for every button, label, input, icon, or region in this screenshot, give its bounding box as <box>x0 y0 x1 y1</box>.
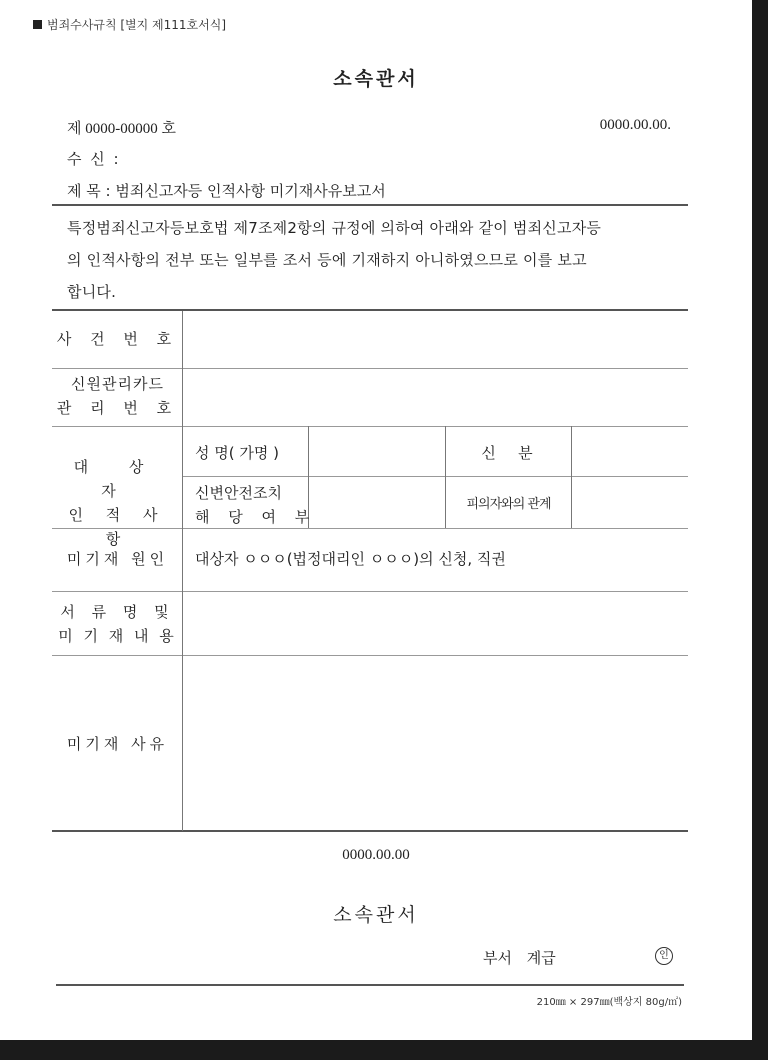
document-content-label: 서 류 명 및 미 기 재 내 용 <box>58 603 177 645</box>
table-row-divider <box>52 368 688 369</box>
table-row-divider <box>52 426 688 427</box>
footer-date: 0000.00.00 <box>342 847 410 863</box>
document-number: 제 0000-00000 호 <box>67 121 176 137</box>
table-row-divider <box>183 476 688 477</box>
body-line: 합니다. <box>67 283 117 301</box>
rule-tag-text: 범죄수사규칙 [별지 제111호서식] <box>47 18 227 32</box>
omission-cause-label: 미기재 원인 <box>66 550 169 568</box>
department-rank: 부서 계급 <box>483 949 556 967</box>
table-row-divider <box>52 655 688 656</box>
subject-line: 제 목 : 범죄신고자등 인적사항 미기재사유보고서 <box>67 182 386 200</box>
table-row-divider <box>52 591 688 592</box>
omission-cause-value: 대상자 ㅇㅇㅇ(법정대리인 ㅇㅇㅇ)의 신청, 직권 <box>195 550 506 568</box>
footer-divider <box>56 984 684 986</box>
divider-top <box>52 204 688 206</box>
table-column-line <box>571 426 572 528</box>
id-card-label: 신원관리카드 관 리 번 호 <box>56 375 179 417</box>
recipient-line: 수 신 : <box>67 150 121 168</box>
table-top-border <box>52 309 688 311</box>
omission-reason-label: 미기재 사유 <box>66 735 169 753</box>
safety-measure-label: 신변안전조치 해 당 여 부 <box>195 484 317 526</box>
status-label: 신 분 <box>481 444 535 462</box>
document-date: 0000.00.00. <box>599 117 671 133</box>
table-bottom-border <box>52 830 688 832</box>
body-line: 특정범죄신고자등보호법 제7조제2항의 규정에 의하여 아래와 같이 범죄신고자등 <box>67 219 602 237</box>
square-bullet-icon <box>33 20 42 29</box>
relation-to-suspect-label: 피의자와의 관계 <box>466 497 551 512</box>
report-body <box>67 212 677 308</box>
form-rule-tag <box>33 16 226 33</box>
document-title: 소속관서 <box>333 68 419 90</box>
name-label: 성 명( 가명 ) <box>195 444 279 462</box>
paper-spec: 210㎜ × 297㎜(백상지 80g/㎡) <box>536 997 682 1008</box>
body-line: 의 인적사항의 전부 또는 일부를 조서 등에 기재하지 아니하였으므로 이를 보고 <box>67 251 587 269</box>
case-number-label: 사 건 번 호 <box>56 330 179 348</box>
footer-sender: 소속관서 <box>333 904 419 926</box>
seal-stamp-icon: 인 <box>655 947 673 965</box>
target-person-label: 대 상 자 인 적 사 항 <box>68 458 167 548</box>
